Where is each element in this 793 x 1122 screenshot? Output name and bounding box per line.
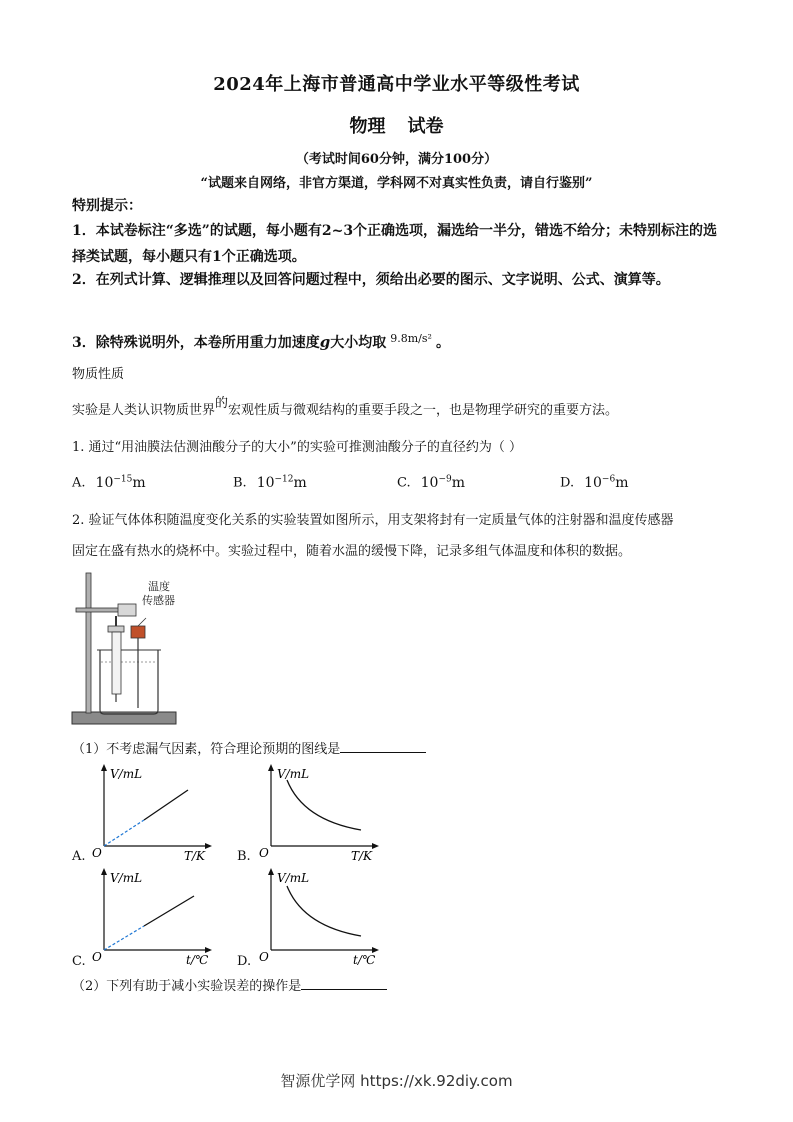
origin-label: O — [259, 950, 269, 964]
y-label: V/mL — [110, 871, 143, 885]
x-label: t/℃ — [186, 953, 209, 966]
option-letter: C. — [397, 475, 411, 491]
y-label: V/mL — [277, 767, 310, 781]
option-exp: −15 — [113, 474, 133, 484]
q2-sub2-text: （2）下列有助于减小实验误差的操作是 — [72, 979, 302, 994]
note-item-1: 1．本试卷标注“多选”的试题，每小题有2~3个正确选项，漏选给一半分，错选不给分；未特别标注的选择类试题，每小题只有1个正确选项。 — [72, 223, 718, 265]
graph-c-letter: C. — [72, 954, 86, 969]
origin-label: O — [259, 846, 269, 860]
sensor-head — [131, 626, 145, 638]
beaker — [100, 650, 158, 714]
decay-curve — [287, 886, 361, 936]
g-symbol: g — [319, 333, 331, 351]
option-base: 10 — [95, 474, 114, 491]
x-arrow — [372, 843, 379, 849]
extrapolation-line — [104, 926, 144, 950]
syringe-handle — [108, 626, 124, 632]
q1-option-d — [560, 474, 628, 491]
option-base: 10 — [420, 474, 439, 491]
q2-sub1 — [72, 739, 426, 761]
q1-option-a — [72, 474, 146, 491]
syringe-barrel — [112, 632, 121, 694]
clamp-head — [118, 604, 136, 616]
stand-rod — [86, 573, 91, 713]
graph-d — [255, 866, 385, 966]
section-intro — [72, 396, 619, 422]
intro-part-b: 宏观性质与微观结构的重要手段之一，也是物理学研究的重要方法。 — [228, 403, 619, 418]
q1-option-c — [397, 474, 465, 491]
apparatus-figure — [70, 570, 190, 730]
extrapolation-line — [104, 820, 144, 846]
y-arrow — [101, 764, 107, 771]
g-value: 9.8m/s² — [390, 332, 432, 345]
graph-a — [88, 762, 218, 862]
data-line — [144, 896, 194, 926]
footer-watermark: 智源优学网 https://xk.92diy.com — [280, 1072, 513, 1090]
option-letter: A. — [72, 475, 86, 491]
paper-label: 试卷 — [407, 116, 444, 137]
section-title: 物质性质 — [72, 367, 125, 382]
y-label: V/mL — [277, 871, 310, 885]
option-unit: m — [293, 474, 307, 491]
note-item-3-end: 。 — [435, 335, 450, 351]
x-label: T/K — [351, 849, 373, 862]
subject-label: 物理 — [349, 116, 386, 137]
exam-title: 2024年上海市普通高中学业水平等级性考试 — [213, 74, 580, 95]
note-item-2: 2．在列式计算、逻辑推理以及回答问题过程中，须给出必要的图示、文字说明、公式、演算等。 — [72, 272, 670, 288]
data-line — [144, 790, 188, 820]
y-arrow — [101, 868, 107, 875]
note-item-3-mid: 大小均取 — [330, 335, 387, 351]
sensor-label-line-1: 温度 — [148, 580, 170, 593]
answer-blank[interactable] — [301, 977, 387, 990]
note-item-3 — [72, 326, 724, 356]
option-exp: −12 — [274, 474, 294, 484]
graph-b-letter: B. — [237, 849, 251, 864]
q2-sub1-text: （1）不考虑漏气因素，符合理论预期的图线是 — [72, 742, 341, 757]
intro-de: 的 — [215, 396, 229, 411]
option-letter: B. — [233, 475, 247, 491]
option-unit: m — [132, 474, 146, 491]
option-base: 10 — [584, 474, 602, 491]
q1-option-b — [233, 474, 307, 491]
graph-d-letter: D. — [237, 954, 252, 969]
origin-label: O — [92, 846, 102, 860]
option-base: 10 — [256, 474, 275, 491]
option-unit: m — [615, 474, 629, 491]
graph-a-letter: A. — [72, 849, 86, 864]
exam-info: （考试时间60分钟，满分100分） — [295, 152, 498, 167]
option-letter: D. — [560, 475, 575, 491]
notes-heading: 特别提示： — [72, 198, 142, 214]
y-label: V/mL — [110, 767, 143, 781]
sensor-label-line-2: 传感器 — [142, 594, 175, 607]
exam-subtitle — [0, 112, 793, 138]
q1-stem: 1. 通过“用油膜法估测油酸分子的大小”的实验可推测油酸分子的直径约为（ ） — [72, 440, 522, 455]
x-label: T/K — [184, 849, 206, 862]
y-arrow — [268, 764, 274, 771]
x-arrow — [205, 843, 212, 849]
graph-b — [255, 762, 385, 862]
graph-c — [88, 866, 218, 966]
option-exp: −6 — [601, 474, 616, 484]
q2-stem-line-2: 固定在盛有热水的烧杯中。实验过程中，随着水温的缓慢下降，记录多组气体温度和体积的数据。 — [72, 544, 632, 559]
intro-part-a: 实验是人类认识物质世界 — [72, 403, 216, 418]
option-exp: −9 — [438, 474, 452, 484]
y-arrow — [268, 868, 274, 875]
q2-sub2 — [72, 976, 387, 998]
decay-curve — [287, 780, 361, 830]
note-item-3-pre: 3．除特殊说明外，本卷所用重力加速度 — [72, 335, 320, 351]
q2-stem-line-1: 2. 验证气体体积随温度变化关系的实验装置如图所示，用支架将封有一定质量气体的注射器和温度传感器 — [72, 513, 674, 528]
x-label: t/℃ — [353, 953, 376, 966]
sensor-cable — [138, 618, 146, 626]
source-note: “试题来自网络，非官方渠道，学科网不对真实性负责，请自行鉴别” — [200, 176, 593, 191]
answer-blank[interactable] — [340, 740, 426, 753]
option-unit: m — [451, 474, 466, 491]
origin-label: O — [92, 950, 102, 964]
